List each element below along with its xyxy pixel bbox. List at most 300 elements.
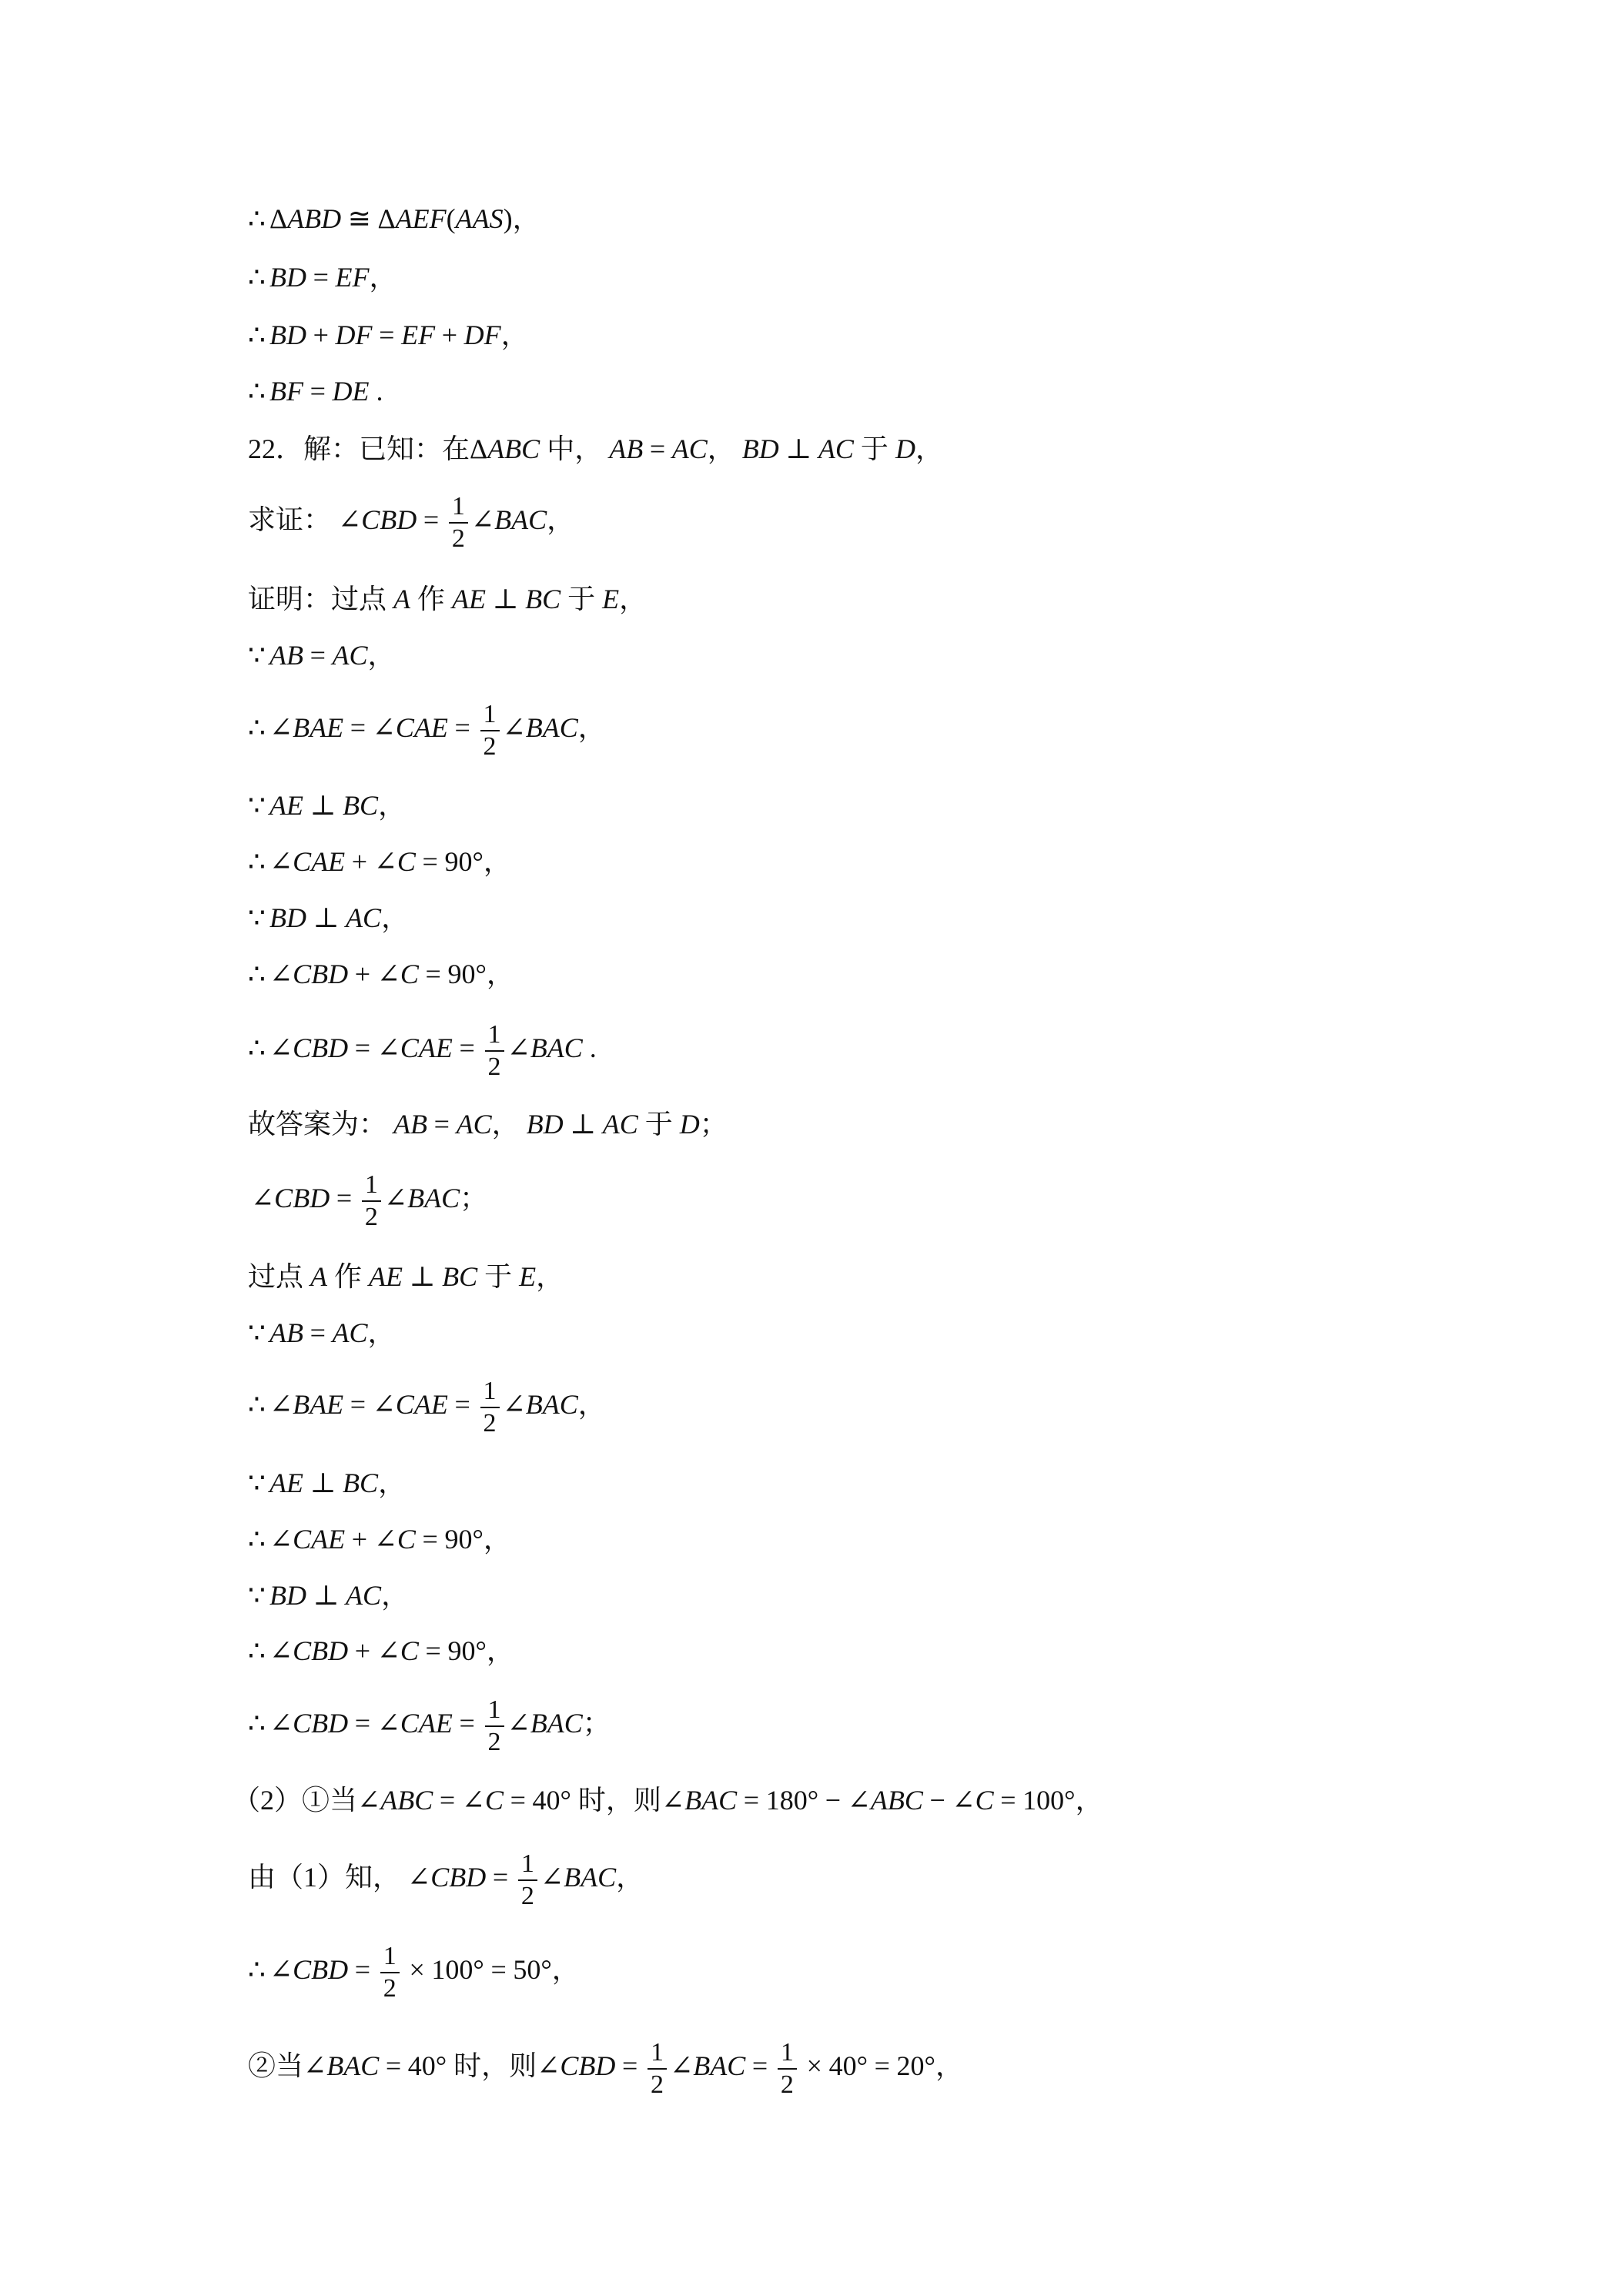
text-segment: ，: [483, 846, 511, 877]
math-symbol: ∵: [248, 902, 266, 933]
math-variable: B: [311, 1635, 329, 1666]
math-symbol: ∠: [269, 959, 293, 989]
math-expression: [248, 846, 484, 877]
part-2-line: [248, 2037, 963, 2099]
text-segment: 于: [561, 584, 603, 614]
math-expression: [248, 790, 378, 821]
math-variable: C: [414, 1785, 433, 1816]
math-variable: C: [293, 1524, 312, 1555]
math-symbol: 4: [407, 2050, 422, 2081]
math-expression: [895, 433, 915, 464]
part-2-line: [248, 1941, 580, 2003]
math-symbol: ∠: [303, 2050, 327, 2081]
math-operator: ×: [409, 1954, 425, 1985]
math-symbol: 0: [546, 1785, 561, 1816]
math-variable: D: [286, 902, 306, 933]
text-segment: 于: [637, 1109, 680, 1140]
math-variable: B: [741, 433, 759, 464]
math-variable: A: [472, 203, 490, 234]
math-variable: B: [269, 902, 286, 933]
math-variable: B: [326, 2050, 344, 2081]
math-variable: B: [626, 433, 644, 464]
math-variable: C: [360, 1468, 379, 1498]
math-expression: [393, 584, 410, 614]
math-expression: [471, 504, 547, 535]
math-expression: [338, 504, 446, 535]
math-symbol: 0: [842, 2050, 857, 2081]
answer-line: [248, 1632, 514, 1669]
math-variable: A: [269, 640, 286, 671]
math-variable: A: [310, 712, 327, 743]
math-variable: B: [293, 712, 310, 743]
math-operator: ≅: [347, 203, 371, 234]
proof-line: [248, 200, 540, 237]
math-variable: D: [332, 376, 353, 407]
math-expression: [248, 1635, 487, 1666]
math-symbol: 0: [445, 1954, 460, 1985]
math-expression: [248, 203, 513, 234]
text-segment: 于: [853, 433, 895, 464]
fraction: [449, 491, 468, 554]
text-segment: .: [369, 376, 383, 407]
math-operator: =: [354, 1708, 371, 1739]
math-variable: C: [293, 1033, 312, 1063]
proof-line: [248, 637, 396, 674]
math-symbol: ∠: [661, 1785, 685, 1816]
math-symbol: ∵: [248, 1580, 266, 1611]
math-variable: C: [400, 1033, 419, 1063]
math-symbol: 9: [447, 1635, 462, 1666]
math-operator: =: [510, 1785, 526, 1816]
text-segment: ；: [460, 1183, 488, 1213]
part-2-line: [248, 1849, 644, 1910]
math-symbol: 0: [461, 959, 476, 989]
math-variable: B: [530, 1708, 547, 1739]
text-segment: 时，则: [571, 1785, 661, 1816]
math-symbol: 0: [1050, 1785, 1065, 1816]
text-segment: ，: [486, 1635, 514, 1666]
answer-line: [251, 1170, 488, 1231]
proof-line: [248, 373, 383, 410]
fraction-denominator: 2: [483, 1408, 497, 1438]
text-segment: （2）①当: [233, 1785, 358, 1816]
math-variable: B: [311, 1033, 329, 1063]
math-variable: C: [835, 433, 854, 464]
math-symbol: ∠: [670, 2050, 694, 2081]
math-variable: A: [671, 433, 689, 464]
math-operator: ⊥: [570, 1109, 597, 1140]
proof-line: [248, 259, 397, 296]
math-expression: [248, 1033, 481, 1063]
text-segment: 由（1）知，: [248, 1862, 408, 1893]
math-variable: C: [293, 1635, 312, 1666]
math-symbol: ∠: [470, 504, 495, 535]
fraction-numerator: 1: [648, 2037, 667, 2070]
fraction-denominator: 2: [364, 1202, 378, 1231]
math-variable: C: [619, 1109, 638, 1140]
math-variable: B: [269, 1580, 286, 1611]
math-variable: E: [328, 1524, 346, 1555]
math-expression: [393, 1109, 492, 1140]
math-symbol: ∠: [540, 1862, 564, 1893]
math-variable: A: [511, 504, 529, 535]
math-operator: +: [354, 959, 371, 989]
math-variable: D: [595, 2050, 616, 2081]
math-expression: [357, 1785, 571, 1816]
math-operator: ⊥: [785, 433, 812, 464]
math-operator: =: [459, 1708, 475, 1739]
math-variable: B: [286, 640, 303, 671]
fraction-denominator: 2: [483, 731, 497, 761]
text-segment: 作: [410, 584, 453, 614]
math-variable: B: [410, 1109, 428, 1140]
math-variable: D: [758, 433, 779, 464]
math-variable: A: [547, 1708, 564, 1739]
math-symbol: ∴: [248, 712, 266, 743]
math-variable: B: [530, 1033, 547, 1063]
fraction-numerator: 1: [480, 1376, 500, 1408]
math-variable: C: [349, 640, 368, 671]
math-variable: A: [424, 1183, 442, 1213]
math-variable: B: [442, 1261, 460, 1292]
math-variable: A: [870, 1785, 888, 1816]
text-segment: ；: [582, 1708, 611, 1739]
math-variable: C: [293, 1708, 312, 1739]
math-variable: C: [521, 433, 540, 464]
math-symbol: 9: [444, 1524, 459, 1555]
math-variable: E: [326, 1389, 344, 1420]
math-operator: ⊥: [492, 584, 519, 614]
math-operator: =: [490, 1954, 507, 1985]
math-symbol: ∴: [248, 262, 266, 293]
math-variable: A: [269, 1317, 286, 1348]
math-variable: B: [286, 1317, 303, 1348]
math-variable: A: [418, 1033, 436, 1063]
math-variable: A: [455, 203, 473, 234]
math-operator: =: [425, 959, 441, 989]
math-operator: −: [929, 1785, 945, 1816]
math-expression: [470, 433, 540, 464]
math-variable: E: [335, 262, 353, 293]
math-symbol: ∠: [269, 1635, 293, 1666]
text-segment: ，: [536, 1261, 564, 1292]
math-variable: C: [559, 712, 578, 743]
math-symbol: 0: [793, 1785, 808, 1816]
proof-line: [248, 1019, 597, 1081]
math-variable: C: [360, 790, 379, 821]
math-variable: E: [430, 712, 448, 743]
math-variable: C: [360, 2050, 380, 2081]
math-variable: C: [441, 1183, 460, 1213]
math-expression: [248, 1389, 477, 1420]
fraction-denominator: 2: [451, 524, 465, 553]
proof-line: [248, 316, 529, 353]
math-symbol: °: [924, 2050, 935, 2081]
math-variable: A: [547, 1033, 564, 1063]
fraction-numerator: 1: [380, 1941, 400, 1973]
math-symbol: 0: [458, 1524, 473, 1555]
math-operator: =: [422, 846, 438, 877]
text-segment: .: [582, 1033, 597, 1063]
math-operator: =: [492, 1862, 509, 1893]
math-expression: [248, 1580, 381, 1611]
math-variable: B: [449, 1862, 467, 1893]
proof-line: [248, 581, 647, 618]
math-operator: =: [350, 712, 366, 743]
math-variable: D: [328, 1954, 349, 1985]
text-segment: ，: [551, 1954, 580, 1985]
text-segment: ，: [500, 320, 529, 350]
fraction-denominator: 2: [651, 2070, 664, 2099]
math-symbol: ∴: [248, 846, 266, 877]
text-segment: 中，: [540, 433, 610, 464]
math-operator: ⊥: [310, 790, 336, 821]
fraction-numerator: 1: [449, 491, 468, 524]
proof-line: [248, 899, 409, 936]
math-variable: C: [293, 846, 312, 877]
math-variable: D: [335, 320, 356, 350]
math-symbol: ∴: [248, 1389, 266, 1420]
math-variable: C: [397, 846, 416, 877]
math-operator: =: [310, 640, 326, 671]
math-variable: B: [311, 1708, 329, 1739]
math-variable: C: [293, 959, 312, 989]
math-variable: C: [400, 1635, 419, 1666]
fraction: [485, 1019, 504, 1083]
math-symbol: ∵: [248, 790, 266, 821]
math-symbol: °: [1064, 1785, 1076, 1816]
math-variable: C: [395, 712, 414, 743]
answer-line: [248, 1577, 409, 1614]
math-symbol: ∠: [847, 1785, 871, 1816]
math-operator: =: [425, 1635, 441, 1666]
text-segment: ，: [381, 902, 410, 933]
math-variable: B: [525, 712, 543, 743]
math-symbol: ∠: [269, 1708, 293, 1739]
math-symbol: ): [503, 203, 513, 234]
math-variable: A: [332, 1317, 350, 1348]
math-variable: E: [435, 1708, 453, 1739]
math-symbol: °: [475, 1635, 487, 1666]
math-expression: [248, 902, 381, 933]
math-variable: B: [504, 433, 522, 464]
math-variable: C: [564, 1708, 583, 1739]
math-symbol: ∴: [248, 376, 266, 407]
text-segment: 时，则: [447, 2050, 537, 2081]
answer-line: [248, 1695, 611, 1756]
fraction-denominator: 2: [780, 2070, 794, 2099]
math-symbol: Δ: [377, 203, 396, 234]
math-variable: C: [473, 1109, 492, 1140]
text-segment: ②当: [248, 2050, 304, 2081]
math-symbol: ∴: [248, 320, 266, 350]
math-symbol: ∠: [269, 1033, 293, 1063]
math-variable: D: [328, 959, 349, 989]
math-variable: A: [311, 1524, 329, 1555]
math-symbol: °: [807, 1785, 819, 1816]
math-variable: C: [363, 1580, 382, 1611]
fraction-numerator: 1: [485, 1019, 504, 1052]
math-operator: =: [439, 1785, 456, 1816]
math-symbol: ∠: [461, 1785, 485, 1816]
math-variable: B: [564, 1862, 581, 1893]
math-symbol: ∠: [537, 2050, 561, 2081]
math-symbol: °: [856, 2050, 868, 2081]
math-variable: A: [609, 433, 627, 464]
math-operator: ⊥: [313, 1580, 340, 1611]
fraction-numerator: 1: [518, 1849, 537, 1881]
math-expression: [248, 712, 477, 743]
math-symbol: 9: [447, 959, 462, 989]
math-variable: A: [395, 203, 413, 234]
math-variable: C: [400, 959, 419, 989]
math-symbol: 1: [431, 1954, 446, 1985]
text-segment: 于: [477, 1261, 520, 1292]
part-2-line: [233, 1782, 1103, 1819]
math-symbol: °: [540, 1954, 552, 1985]
math-symbol: 8: [779, 1785, 794, 1816]
math-variable: C: [274, 1183, 293, 1213]
math-symbol: ∠: [372, 712, 396, 743]
math-symbol: °: [560, 1785, 571, 1816]
math-variable: D: [466, 1862, 487, 1893]
math-variable: A: [456, 1109, 474, 1140]
math-variable: B: [269, 320, 286, 350]
math-variable: A: [452, 584, 470, 614]
math-variable: D: [328, 1033, 349, 1063]
text-segment: ，: [381, 1580, 410, 1611]
math-operator: =: [310, 376, 326, 407]
math-variable: A: [413, 1389, 431, 1420]
math-operator: =: [379, 320, 395, 350]
math-variable: C: [484, 1785, 504, 1816]
fraction: [480, 699, 500, 762]
math-variable: E: [386, 1261, 403, 1292]
math-operator: =: [354, 1033, 371, 1063]
math-expression: [537, 2050, 644, 2081]
text-segment: 22．解：已知：在: [248, 433, 470, 464]
math-operator: ×: [806, 2050, 822, 2081]
math-variable: D: [463, 320, 484, 350]
math-variable: C: [688, 433, 708, 464]
math-symbol: ∠: [952, 1785, 975, 1816]
math-expression: [403, 1954, 552, 1985]
fraction: [362, 1170, 381, 1233]
math-operator: +: [354, 1635, 371, 1666]
math-symbol: 0: [527, 1954, 541, 1985]
math-expression: [452, 584, 561, 614]
math-variable: D: [543, 1109, 564, 1140]
math-variable: D: [321, 203, 342, 234]
text-segment: ，: [577, 1389, 606, 1420]
math-expression: [248, 1708, 481, 1739]
math-variable: A: [701, 1785, 719, 1816]
text-segment: ，: [707, 433, 742, 464]
math-operator: =: [459, 1033, 475, 1063]
math-variable: B: [578, 2050, 596, 2081]
math-variable: E: [286, 790, 303, 821]
math-operator: ⊥: [310, 1468, 336, 1498]
math-variable: B: [293, 1389, 310, 1420]
math-variable: B: [343, 1468, 360, 1498]
text-segment: ，: [547, 504, 575, 535]
math-operator: +: [351, 846, 368, 877]
math-variable: B: [693, 2050, 711, 2081]
math-variable: B: [525, 584, 543, 614]
math-variable: B: [526, 1109, 544, 1140]
answer-line: [248, 1258, 564, 1295]
math-variable: A: [602, 1109, 620, 1140]
math-variable: C: [564, 1033, 583, 1063]
math-operator: =: [354, 1954, 371, 1985]
math-variable: E: [326, 712, 344, 743]
math-variable: A: [710, 2050, 728, 2081]
text-segment: ，: [616, 1862, 644, 1893]
math-operator: ⊥: [313, 902, 340, 933]
math-expression: [670, 2050, 775, 2081]
math-symbol: ∠: [376, 959, 400, 989]
fraction-denominator: 2: [383, 1973, 397, 2003]
math-symbol: 0: [459, 1954, 474, 1985]
math-variable: A: [542, 712, 560, 743]
math-operator: =: [385, 2050, 402, 2081]
math-variable: B: [311, 1954, 329, 1985]
math-expression: [742, 433, 854, 464]
math-variable: C: [718, 1785, 738, 1816]
math-variable: A: [269, 790, 286, 821]
math-variable: E: [469, 584, 487, 614]
math-variable: C: [395, 1389, 414, 1420]
math-operator: +: [351, 1524, 368, 1555]
math-variable: A: [269, 1468, 286, 1498]
text-segment: 故答案为：: [248, 1109, 394, 1140]
math-operator: =: [1000, 1785, 1016, 1816]
math-variable: C: [361, 504, 380, 535]
math-symbol: ∴: [248, 1954, 266, 1985]
math-variable: B: [525, 1389, 543, 1420]
answer-line: [248, 1314, 396, 1351]
math-symbol: ∴: [248, 1524, 266, 1555]
math-expression: [248, 1468, 378, 1498]
math-symbol: 1: [1022, 1785, 1037, 1816]
math-symbol: ∴: [248, 959, 266, 989]
math-variable: B: [380, 504, 397, 535]
math-variable: A: [310, 1389, 327, 1420]
math-expression: [248, 1317, 368, 1348]
math-variable: A: [418, 1708, 436, 1739]
math-symbol: ∠: [269, 1954, 293, 1985]
fraction-denominator: 2: [520, 1881, 534, 1910]
math-symbol: 0: [1036, 1785, 1051, 1816]
math-operator: =: [336, 1183, 353, 1213]
math-variable: D: [310, 1183, 330, 1213]
text-segment: ，: [935, 2050, 963, 2081]
math-variable: E: [430, 1389, 448, 1420]
text-segment: ，: [369, 262, 397, 293]
math-expression: [540, 1862, 616, 1893]
math-variable: E: [286, 1468, 303, 1498]
math-symbol: 0: [458, 846, 473, 877]
text-segment: 求证：: [248, 504, 339, 535]
answer-line: [248, 1106, 728, 1143]
math-expression: [310, 1261, 327, 1292]
math-symbol: ∴: [248, 1708, 266, 1739]
proof-line: [248, 787, 406, 824]
math-variable: B: [397, 1785, 415, 1816]
math-variable: A: [343, 2050, 361, 2081]
math-expression: [248, 1954, 377, 1985]
math-variable: A: [311, 846, 329, 877]
